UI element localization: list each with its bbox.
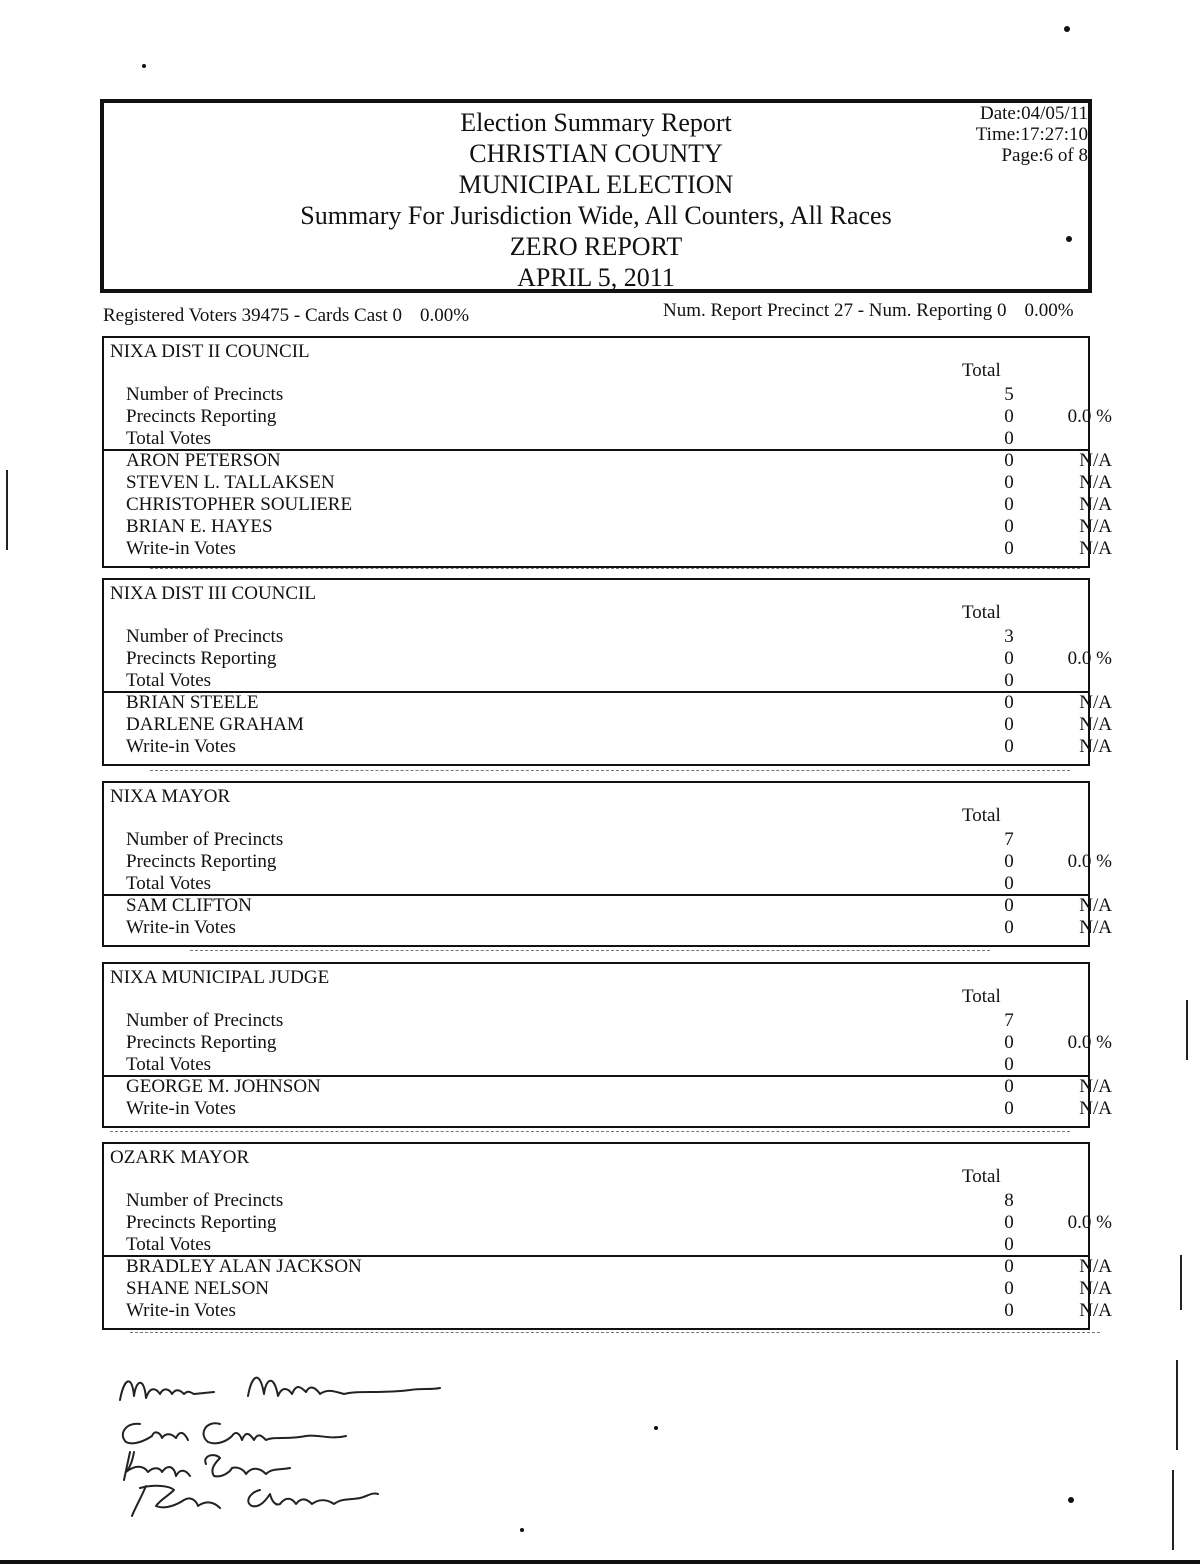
scan-artifact <box>150 770 1070 771</box>
candidate-label: GEORGE M. JOHNSON <box>126 1076 321 1097</box>
signature-1 <box>120 1378 440 1400</box>
stat-value: 8 <box>1004 1190 1014 1211</box>
race-stat-row <box>126 648 1112 670</box>
candidate-pct: N/A <box>1079 1278 1112 1299</box>
stat-pct: 0.0 % <box>1067 1032 1112 1053</box>
election-date: APRIL 5, 2011 <box>517 263 675 292</box>
candidate-label: BRIAN STEELE <box>126 692 259 713</box>
stat-value: 0 <box>1004 1054 1014 1075</box>
stat-label: Number of Precincts <box>126 384 284 405</box>
stat-label: Total Votes <box>126 1234 212 1255</box>
race-title: NIXA DIST II COUNCIL <box>110 341 310 362</box>
candidate-row <box>126 714 1112 736</box>
report-date: Date:04/05/11 <box>980 103 1088 124</box>
candidate-pct: N/A <box>1079 736 1112 757</box>
report-title-block <box>104 107 1088 293</box>
race-title: NIXA MUNICIPAL JUDGE <box>110 967 330 988</box>
candidate-row <box>126 692 1112 714</box>
race-stat-row <box>126 670 1086 692</box>
race-stat-row <box>126 428 1086 450</box>
margin-mark <box>1172 1470 1174 1550</box>
race-box <box>102 781 1112 947</box>
margin-mark <box>1176 1360 1178 1450</box>
scan-artifact <box>130 1332 1100 1333</box>
candidate-row <box>126 538 1112 560</box>
stat-value: 0 <box>1004 648 1014 669</box>
report-meta <box>976 103 1088 166</box>
candidate-value: 0 <box>1004 1256 1014 1277</box>
stat-label: Number of Precincts <box>126 829 284 850</box>
scan-dot <box>654 1426 658 1430</box>
stat-label: Precincts Reporting <box>126 1032 277 1053</box>
race-stat-row <box>126 1234 1086 1256</box>
candidate-label: Write-in Votes <box>126 1098 236 1119</box>
candidate-row <box>126 895 1112 917</box>
report-type: ZERO REPORT <box>509 232 683 261</box>
race-box <box>102 336 1112 568</box>
signature-4 <box>132 1486 378 1516</box>
candidate-row <box>126 1278 1112 1300</box>
candidate-label: CHRISTOPHER SOULIERE <box>126 494 353 515</box>
stat-label: Number of Precincts <box>126 626 284 647</box>
candidate-label: Write-in Votes <box>126 1300 236 1321</box>
candidate-row <box>126 1098 1112 1120</box>
candidate-pct: N/A <box>1079 714 1112 735</box>
scan-dot <box>1064 26 1070 32</box>
report-title: Election Summary Report <box>460 108 732 137</box>
candidate-value: 0 <box>1004 494 1014 515</box>
stat-label: Precincts Reporting <box>126 648 277 669</box>
stat-value: 5 <box>1004 384 1014 405</box>
race-stat-row <box>126 1032 1112 1054</box>
candidate-pct: N/A <box>1079 1256 1112 1277</box>
total-column-header: Total <box>962 805 1001 826</box>
signature-3 <box>124 1452 290 1480</box>
candidate-label: ARON PETERSON <box>126 450 281 471</box>
candidate-pct: N/A <box>1079 516 1112 537</box>
race-stat-row <box>126 1190 1086 1212</box>
race-stat-row <box>126 873 1086 895</box>
race-stat-row <box>126 1010 1086 1032</box>
cards-cast-percent: 0.00% <box>420 305 470 326</box>
candidate-row <box>126 1300 1112 1322</box>
stat-value: 0 <box>1004 670 1014 691</box>
registered-voters-text: Registered Voters 39475 - Cards Cast 0 <box>103 305 403 326</box>
stat-value: 0 <box>1004 428 1014 449</box>
candidate-pct: N/A <box>1079 472 1112 493</box>
stat-label: Total Votes <box>126 670 212 691</box>
candidate-row <box>126 1256 1112 1278</box>
candidate-pct: N/A <box>1079 1098 1112 1119</box>
candidate-value: 0 <box>1004 450 1014 471</box>
race-stat-row <box>126 851 1112 873</box>
candidate-pct: N/A <box>1079 692 1112 713</box>
race-title: NIXA DIST III COUNCIL <box>110 583 316 604</box>
stat-label: Total Votes <box>126 1054 212 1075</box>
stat-label: Number of Precincts <box>126 1190 284 1211</box>
candidate-label: Write-in Votes <box>126 917 236 938</box>
stat-value: 0 <box>1004 1212 1014 1233</box>
stat-label: Number of Precincts <box>126 1010 284 1031</box>
signature-block <box>110 1360 470 1530</box>
candidate-label: STEVEN L. TALLAKSEN <box>126 472 335 493</box>
stat-label: Total Votes <box>126 873 212 894</box>
scan-dot <box>520 1528 524 1532</box>
stat-value: 0 <box>1004 406 1014 427</box>
report-time: Time:17:27:10 <box>975 124 1088 145</box>
stat-value: 3 <box>1004 626 1014 647</box>
candidate-value: 0 <box>1004 1278 1014 1299</box>
candidate-value: 0 <box>1004 736 1014 757</box>
stat-pct: 0.0 % <box>1067 406 1112 427</box>
race-title: NIXA MAYOR <box>110 786 231 807</box>
candidate-label: BRIAN E. HAYES <box>126 516 273 537</box>
report-page-number: Page:6 of 8 <box>1001 145 1088 166</box>
stat-pct: 0.0 % <box>1067 1212 1112 1233</box>
race-box <box>102 578 1112 766</box>
scan-artifact <box>190 950 990 951</box>
candidate-value: 0 <box>1004 538 1014 559</box>
total-column-header: Total <box>962 1166 1001 1187</box>
race-title: OZARK MAYOR <box>110 1147 250 1168</box>
candidate-row <box>126 450 1112 472</box>
race-stat-row <box>126 626 1086 648</box>
total-column-header: Total <box>962 602 1001 623</box>
candidate-value: 0 <box>1004 714 1014 735</box>
stat-value: 0 <box>1004 873 1014 894</box>
registered-voters-summary <box>103 305 469 327</box>
stat-pct: 0.0 % <box>1067 648 1112 669</box>
race-stat-row <box>126 1212 1112 1234</box>
signature-2 <box>123 1423 346 1443</box>
precinct-reporting-text: Num. Report Precinct 27 - Num. Reporting 0 <box>663 300 1007 321</box>
candidate-pct: N/A <box>1079 1076 1112 1097</box>
candidate-label: BRADLEY ALAN JACKSON <box>126 1256 362 1277</box>
candidate-pct: N/A <box>1079 494 1112 515</box>
candidate-row <box>126 516 1112 538</box>
precinct-reporting-percent: 0.00% <box>1024 300 1074 321</box>
candidate-value: 0 <box>1004 472 1014 493</box>
candidate-row <box>126 1076 1112 1098</box>
candidate-value: 0 <box>1004 1300 1014 1321</box>
candidate-value: 0 <box>1004 917 1014 938</box>
race-stat-row <box>126 406 1112 428</box>
scan-dot <box>1068 1497 1074 1503</box>
candidate-pct: N/A <box>1079 538 1112 559</box>
stat-value: 7 <box>1004 829 1014 850</box>
candidate-label: Write-in Votes <box>126 538 236 559</box>
candidate-pct: N/A <box>1079 895 1112 916</box>
scan-dot <box>142 64 146 68</box>
candidate-row <box>126 472 1112 494</box>
summary-scope: Summary For Jurisdiction Wide, All Counters, All Races <box>300 201 892 230</box>
total-column-header: Total <box>962 986 1001 1007</box>
scan-artifact <box>150 568 1080 569</box>
candidate-value: 0 <box>1004 1098 1014 1119</box>
stat-value: 0 <box>1004 851 1014 872</box>
candidate-value: 0 <box>1004 692 1014 713</box>
race-stat-row <box>126 829 1086 851</box>
precinct-reporting-summary <box>663 300 1074 322</box>
stat-label: Precincts Reporting <box>126 406 277 427</box>
candidate-value: 0 <box>1004 516 1014 537</box>
candidate-label: DARLENE GRAHAM <box>126 714 304 735</box>
candidate-row <box>126 736 1112 758</box>
candidate-row <box>126 917 1112 939</box>
election-name: MUNICIPAL ELECTION <box>458 170 734 199</box>
stat-value: 0 <box>1004 1032 1014 1053</box>
candidate-pct: N/A <box>1079 917 1112 938</box>
candidate-row <box>126 494 1112 516</box>
stat-label: Total Votes <box>126 428 212 449</box>
race-stat-row <box>126 1054 1086 1076</box>
stat-label: Precincts Reporting <box>126 851 277 872</box>
stat-label: Precincts Reporting <box>126 1212 277 1233</box>
race-stat-row <box>126 384 1086 406</box>
candidate-label: Write-in Votes <box>126 736 236 757</box>
page-bottom-rule <box>0 1560 1200 1564</box>
candidate-pct: N/A <box>1079 450 1112 471</box>
scan-dot <box>1066 236 1072 242</box>
stat-value: 7 <box>1004 1010 1014 1031</box>
scan-artifact <box>110 1131 1070 1132</box>
race-box <box>102 962 1112 1128</box>
stat-value: 0 <box>1004 1234 1014 1255</box>
county-name: CHRISTIAN COUNTY <box>469 139 723 168</box>
candidate-label: SAM CLIFTON <box>126 895 252 916</box>
candidate-value: 0 <box>1004 895 1014 916</box>
race-box <box>102 1142 1112 1330</box>
total-column-header: Total <box>962 360 1001 381</box>
margin-mark <box>1180 1255 1182 1310</box>
candidate-pct: N/A <box>1079 1300 1112 1321</box>
report-header-box <box>100 99 1092 293</box>
margin-mark <box>6 470 8 550</box>
candidate-value: 0 <box>1004 1076 1014 1097</box>
candidate-label: SHANE NELSON <box>126 1278 270 1299</box>
margin-mark <box>1186 1000 1188 1060</box>
stat-pct: 0.0 % <box>1067 851 1112 872</box>
